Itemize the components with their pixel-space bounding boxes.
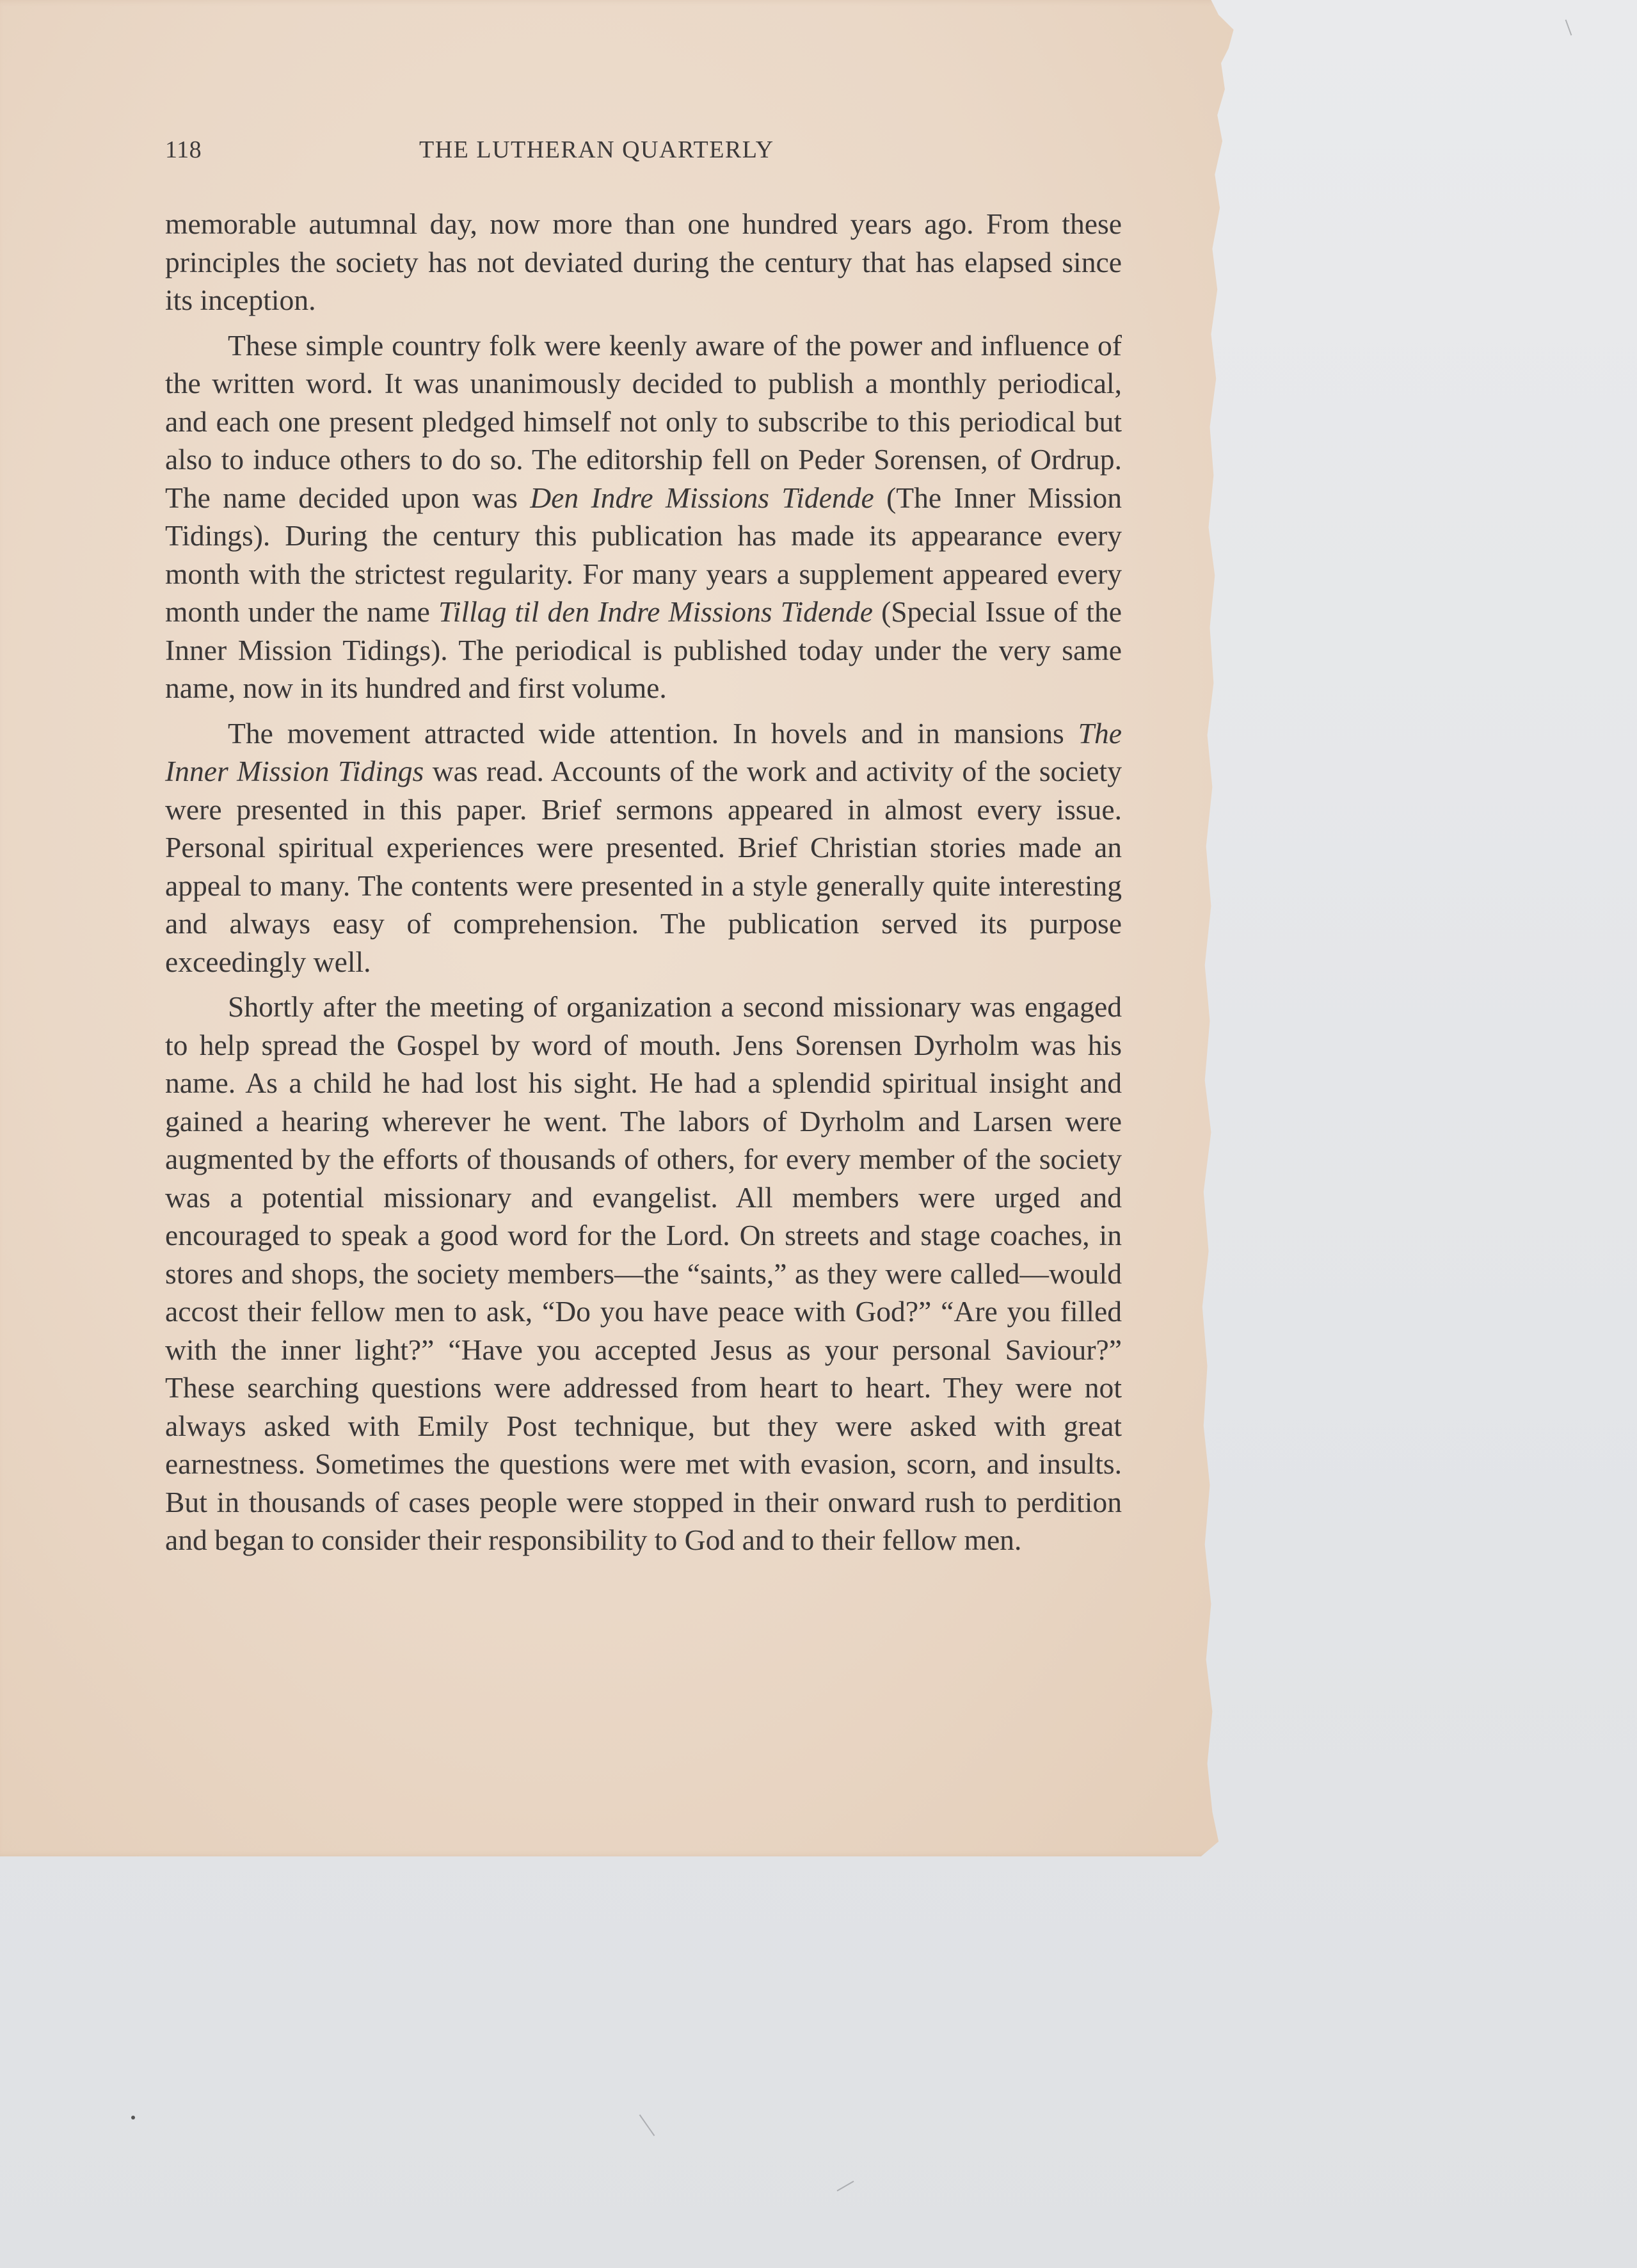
tidings-title-italic: The Inner Mission Tidings <box>165 716 1122 787</box>
dust-speck <box>131 2116 135 2119</box>
paragraph-2-text-c: (Special Issue of the Inner Mission Tidings). The periodical is published today under the very same name, now in its hundred and first volume. <box>165 595 1122 704</box>
body-text <box>165 205 1122 1566</box>
paragraph-4 <box>165 988 1122 1559</box>
periodical-title-italic: Den Indre Missions Tidende <box>530 481 874 514</box>
paragraph-3-text-b: was read. Accounts of the work and activity of the society were presented in this paper. Brief sermons appeared in almost every issue. Personal spiritual experiences were presented. Brief Christian stories made an appeal to many. The contents were presented in a style generally quite interesting and always easy of comprehension. The publication served its purpose exceedingly well. <box>165 755 1122 978</box>
page-number: 118 <box>165 136 202 163</box>
paragraph-3 <box>165 714 1122 981</box>
supplement-title-italic: Tillag til den Indre Missions Tidende <box>438 595 874 628</box>
paragraph-3-text-a: The movement attracted wide attention. In hovels and in mansions <box>228 716 1078 750</box>
running-head: THE LUTHERAN QUARTERLY <box>419 136 774 163</box>
paragraph-2-text-b: (The Inner Mission Tidings). During the century this publication has made its appearance every month with the strictest regularity. For many years a supplement appeared every month under the name <box>165 481 1122 628</box>
paragraph-1 <box>165 205 1122 319</box>
paragraph-1-text: memorable autumnal day, now more than one hundred years ago. From these principles the society has not deviated during the century that has elapsed since its inception. <box>165 207 1122 316</box>
paragraph-4-text: Shortly after the meeting of organization a second missionary was engaged to help spread the Gospel by word of mouth. Jens Sorensen Dyrholm was his name. As a child he had lost his sight. He had a splendid spiritual insight and gained a hearing wherever he went. The labors of Dyrholm and Larsen were augmented by the efforts of thousands of others, for every member of the society was a potential missionary and evangelist. All members were urged and encouraged to speak a good word for the Lord. On streets and stage coaches, in stores and shops, the society members—the “saints,” as they were called—would accost their fellow men to ask, “Do you have peace with God?” “Are you filled with the inner light?” “Have you accepted Jesus as your personal Saviour?” These searching questions were addressed from heart to heart. They were not always asked with Emily Post technique, but they were asked with great earnestness. Sometimes the questions were met with evasion, scorn, and insults. But in thousands of cases people were stopped in their onward rush to perdition and began to consider their responsibility to God and to their fellow men. <box>165 990 1122 1556</box>
paragraph-2-text-a: These simple country folk were keenly aware of the power and influence of the written word. It was unanimously decided to publish a monthly periodical, and each one present pledged himself not only to subscribe to this periodical but also to induce others to do so. The editorship fell on Peder Sorensen, of Ordrup. The name decided upon was <box>165 328 1122 514</box>
paragraph-2 <box>165 326 1122 707</box>
